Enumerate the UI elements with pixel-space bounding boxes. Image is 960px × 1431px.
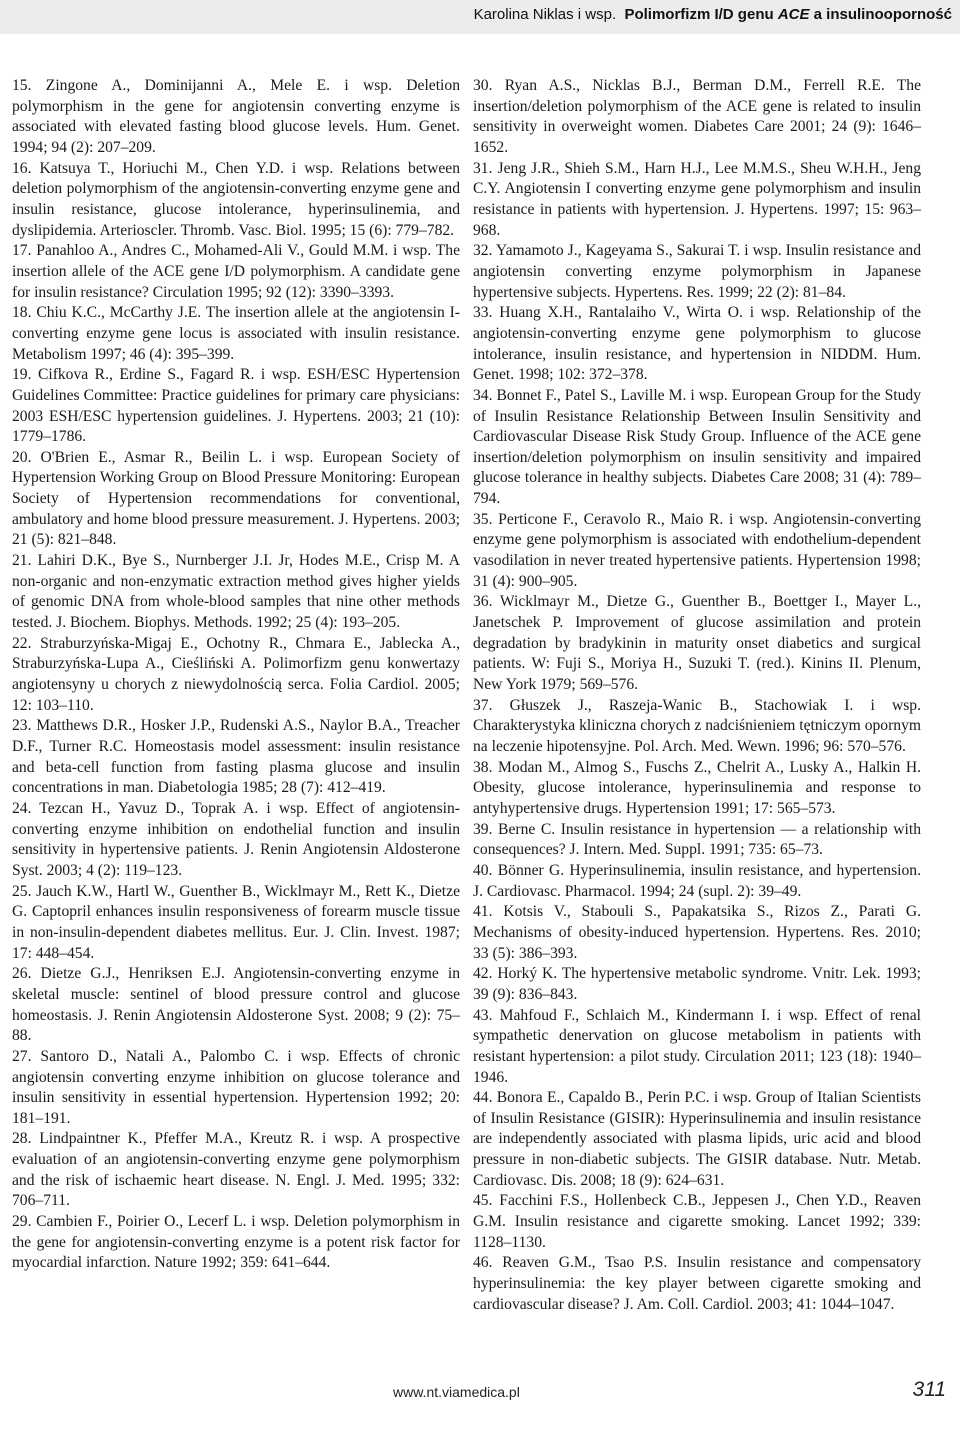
reference-item: 44. Bonora E., Capaldo B., Perin P.C. i wsp. Group of Italian Scientists of Insulin Resistance (GISIR): Hyperinsulinemia and insulin resistance are independently associated with plasma lipids, uric acid and blood pressure in non-diabetic subjects. The GISIR database. Nutr. Metab. Cardiovasc. Dis. 2008; 18 (9): 624–631. [473, 1089, 921, 1189]
header-title-suffix: a insulinooporność [809, 6, 952, 23]
reference-item: 41. Kotsis V., Stabouli S., Papakatsika S., Rizos Z., Parati G. Mechanisms of obesity-induced hypertension. Hypertens. Res. 2010; 33 (5): 386–393. [473, 903, 921, 962]
reference-item: 15. Zingone A., Dominijanni A., Mele E. i wsp. Deletion polymorphism in the gene for angiotensin converting enzyme is associated with elevated fasting blood glucose levels. Hum. Genet. 1994; 94 (2): 207–209. [12, 77, 460, 156]
reference-item: 39. Berne C. Insulin resistance in hypertension — a relationship with consequences? J. Intern. Med. Suppl. 1991; 735: 65–73. [473, 820, 921, 859]
reference-item: 42. Horký K. The hypertensive metabolic syndrome. Vnitr. Lek. 1993; 39 (9): 836–843. [473, 965, 921, 1003]
reference-item: 24. Tezcan H., Yavuz D., Toprak A. i wsp. Effect of angiotensin-converting enzyme inhibition on endothelial function and insulin sensitivity in hypertensive patients. J. Renin Angiotensin Aldosterone Syst. 2003; 4 (2): 119–123. [12, 799, 460, 879]
reference-item: 30. Ryan A.S., Nicklas B.J., Berman D.M., Ferrell R.E. The insertion/deletion polymorphism of the ACE gene is related to insulin sensitivity in overweight women. Diabetes Care 2001; 24 (9): 1646–1652. [473, 77, 921, 156]
reference-item: 27. Santoro D., Natali A., Palombo C. i wsp. Effects of chronic angiotensin converting enzyme inhibition on glucose tolerance and insulin sensitivity in essential hypertension. Hypertension 1992; 20: 181–191. [12, 1047, 460, 1127]
reference-item: 22. Straburzyńska-Migaj E., Ochotny R., Chmara E., Jablecka A., Straburzyńska-Lupa A., Cieśliński A. Polimorfizm genu konwertazy angiotensyny u chorych z niewydolnością serca. Folia Cardiol. 2005; 12: 103–110. [12, 634, 460, 714]
header-title-gene: ACE [777, 6, 810, 23]
reference-item: 17. Panahloo A., Andres C., Mohamed-Ali V., Gould M.M. i wsp. The insertion allele of the ACE gene I/D polymorphism. A candidate gene for insulin resistance? Circulation 1995; 92 (12): 3390–3393. [12, 242, 460, 301]
reference-item: 16. Katsuya T., Horiuchi M., Chen Y.D. i wsp. Relations between deletion polymorphism of the angiotensin-converting enzyme gene and insulin resistance, glucose intolerance, hyperinsulinemia, and dyslipidemia. Arterioscler. Thromb. Vasc. Biol. 1995; 15 (6): 779–782. [12, 159, 460, 239]
reference-item: 34. Bonnet F., Patel S., Laville M. i wsp. European Group for the Study of Insulin Resistance Relationship Between Insulin Sensitivity and Cardiovascular Disease Risk Study Group. Influence of the ACE gene insertion/deletion polymorphism on insulin sensitivity and impaired glucose tolerance in healthy subjects. Diabetes Care 2008; 31 (4): 789–794. [473, 386, 921, 508]
reference-item: 43. Mahfoud F., Schlaich M., Kindermann I. i wsp. Effect of renal sympathetic denervation on glucose metabolism in patients with resistant hypertension: a pilot study. Circulation 2011; 123 (18): 1940–1946. [473, 1006, 921, 1086]
reference-item: 46. Reaven G.M., Tsao P.S. Insulin resistance and compensatory hyperinsulinemia: the key player between cigarette smoking and cardiovascular disease? J. Am. Coll. Cardiol. 2003; 41: 1044–1047. [473, 1254, 921, 1313]
reference-item: 20. O'Brien E., Asmar R., Beilin L. i wsp. European Society of Hypertension Working Group on Blood Pressure Monitoring: European Society of Hypertension recommendations for conventional, ambulatory and home blood pressure measurement. J. Hypertens. 2003; 21 (5): 821–848. [12, 448, 460, 549]
running-header-text [474, 6, 952, 23]
reference-item: 45. Facchini F.S., Hollenbeck C.B., Jeppesen J., Chen Y.D., Reaven G.M. Insulin resistance and cigarette smoking. Lancet 1992; 339: 1128–1130. [473, 1192, 921, 1251]
reference-item: 19. Cifkova R., Erdine S., Fagard R. i wsp. ESH/ESC Hypertension Guidelines Committee: Practice guidelines for primary care physicians: 2003 ESH/ESC hypertension guidelines. J. Hypertens. 2003; 21 (10): 1779–1786. [12, 366, 460, 446]
reference-item: 37. Głuszek J., Raszeja-Wanic B., Stachowiak I. i wsp. Charakterystyka kliniczna chorych z nadciśnieniem tętniczym opornym na leczenie hipotensyjne. Pol. Arch. Med. Wewn. 1996; 96: 570–576. [473, 696, 921, 755]
reference-item: 26. Dietze G.J., Henriksen E.J. Angiotensin-converting enzyme in skeletal muscle: sentinel of blood pressure control and glucose homeostasis. J. Renin Angiotensin Aldosterone Syst. 2008; 9 (2): 75–88. [12, 965, 460, 1045]
reference-item: 25. Jauch K.W., Hartl W., Guenther B., Wicklmayr M., Rett K., Dietze G. Captopril enhances insulin responsiveness of forearm muscle tissue in non-insulin-dependent diabetes mellitus. Eur. J. Clin. Invest. 1987; 17: 448–454. [12, 882, 460, 962]
page-number: 311 [912, 1378, 946, 1401]
reference-item: 23. Matthews D.R., Hosker J.P., Rudenski A.S., Naylor B.A., Treacher D.F., Turner R.C. Homeostasis model assessment: insulin resistance and beta-cell function from fasting plasma glucose and insulin concentrations in man. Diabetologia 1985; 28 (7): 412–419. [12, 717, 460, 797]
reference-item: 29. Cambien F., Poirier O., Lecerf L. i wsp. Deletion polymorphism in the gene for angiotensin-converting enzyme is a potent risk factor for myocardial infarction. Nature 1992; 359: 641–644. [12, 1213, 460, 1272]
reference-item: 18. Chiu K.C., McCarthy J.E. The insertion allele at the angiotensin I-converting enzyme gene locus is associated with insulin resistance. Metabolism 1997; 46 (4): 395–399. [12, 304, 460, 363]
reference-item: 33. Huang X.H., Rantalaiho V., Wirta O. i wsp. Relationship of the angiotensin-converting enzyme gene polymorphism to glucose intolerance, insulin resistance, and hypertension in NIDDM. Hum. Genet. 1998; 102: 372–378. [473, 304, 921, 384]
reference-item: 32. Yamamoto J., Kageyama S., Sakurai T. i wsp. Insulin resistance and angiotensin converting enzyme polymorphism in Japanese hypertensive subjects. Hypertens. Res. 1999; 22 (2): 81–84. [473, 242, 921, 301]
references-right-column [473, 76, 921, 1315]
references-left-column [12, 76, 460, 1274]
reference-item: 38. Modan M., Almog S., Fuschs Z., Chelrit A., Lusky A., Halkin H. Obesity, glucose intolerance, hyperinsulinemia and response to antyhypertensive drugs. Hypertension 1991; 17: 565–573. [473, 758, 921, 817]
reference-item: 31. Jeng J.R., Shieh S.M., Harn H.J., Lee M.M.S., Sheu W.H.H., Jeng C.Y. Angiotensin I converting enzyme gene polymorphism and insulin resistance in patients with hypertension. J. Hypertens. 1997; 15: 963–968. [473, 159, 921, 239]
reference-item: 21. Lahiri D.K., Bye S., Nurnberger J.I. Jr, Hodes M.E., Crisp M. A non-organic and non-enzymatic extraction method gives higher yields of genomic DNA from whole-blood samples that nine other methods tested. J. Biochem. Biophys. Methods. 1992; 25 (4): 193–205. [12, 552, 460, 632]
journal-url: www.nt.viamedica.pl [393, 1384, 520, 1400]
reference-item: 36. Wicklmayr M., Dietze G., Guenther B., Boettger I., Mayer L., Janetschek P. Improvement of glucose assimilation and protein degradation by bradykinin in maturity onset diabetics and surgical patients. W: Fuji S., Moriya H., Suzuki T. (red.). Kinins II. Plenum, New York 1979; 569–576. [473, 593, 921, 694]
reference-item: 28. Lindpaintner K., Pfeffer M.A., Kreutz R. i wsp. A prospective evaluation of an angiotensin-converting enzyme gene polymorphism and the risk of ischaemic heart disease. N. Engl. J. Med. 1995; 332: 706–711. [12, 1130, 460, 1210]
reference-item: 35. Perticone F., Ceravolo R., Maio R. i wsp. Angiotensin-converting enzyme gene polymorphism is associated with endothelium-dependent vasodilation in never treated hypertensive patients. Hypertension 1998; 31 (4): 900–905. [473, 510, 921, 590]
reference-item: 40. Bönner G. Hyperinsulinemia, insulin resistance, and hypertension. J. Cardiovasc. Pharmacol. 1994; 24 (supl. 2): 39–49. [473, 861, 921, 900]
header-authors: Karolina Niklas i wsp. [473, 6, 617, 23]
header-title-prefix: Polimorfizm I/D genu [624, 6, 778, 23]
running-header [0, 0, 960, 34]
